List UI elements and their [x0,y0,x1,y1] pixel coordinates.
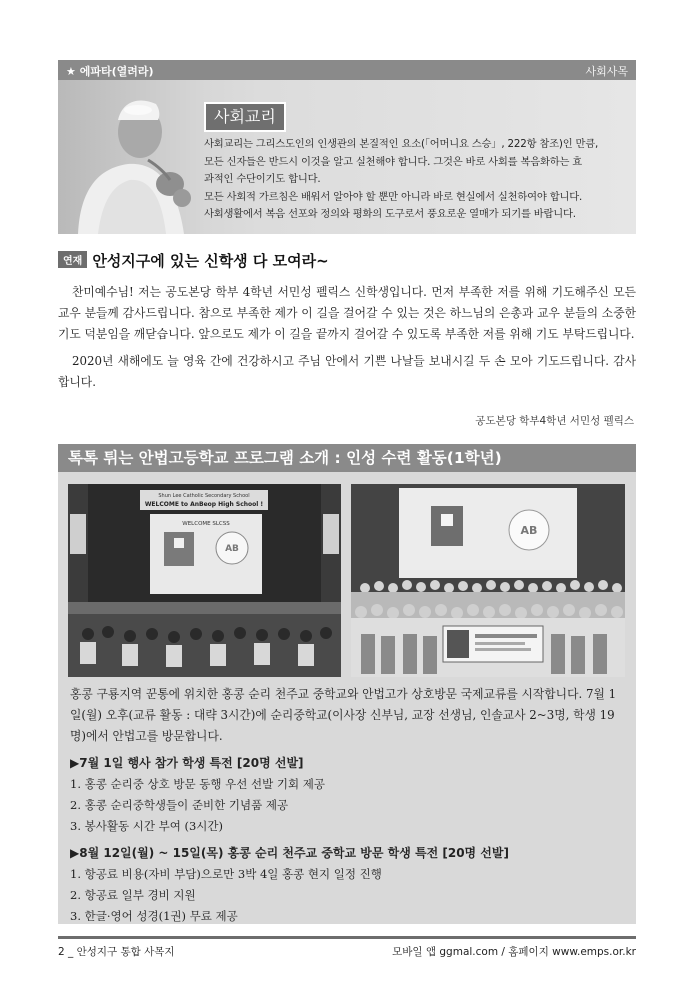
serial-paragraph: 2020년 새해에도 늘 영육 간에 건강하시고 주님 안에서 기쁜 나날들 보내시길 두 손 모아 기도드립니다. 감사합니다. [58,354,636,389]
serial-signature: 공도본당 학부4학년 서민성 펠릭스 [475,415,634,427]
list-item: 3. 봉사활동 시간 부여 (3시간) [70,819,223,833]
footer-rule [58,936,636,939]
teaching-title: 사회교리 [204,102,286,132]
group-photo [351,484,625,677]
auditorium-illustration [68,484,341,677]
serial-badge: 연재 [58,251,87,268]
banner-text: WELCOME to AnBeop High School ! [144,501,264,508]
program-text [70,684,626,927]
section-header-bar [58,60,636,80]
list-item: 2. 항공료 일부 경비 지원 [70,888,196,902]
teaching-line: 사회생활에서 복음 선포와 정의와 평화의 도구로서 풍요로운 열매가 되기를 바랍니다. [204,208,576,220]
list-item: 3. 한글·영어 성경(1권) 무료 제공 [70,909,238,923]
teaching-line: 모든 사회적 가르침은 배워서 알아야 할 뿐만 아니라 바로 현실에서 실천하여야 합니다. [204,190,583,203]
program-title-text: 톡톡 튀는 안법고등학교 프로그램 소개 : 인성 수련 활동(1학년) [68,449,502,467]
group1-heading: ▶7월 1일 행사 참가 학생 특전 [20명 선발] [70,756,304,770]
serial-title: 안성지구에 있는 신학생 다 모여라~ [92,252,329,270]
group-illustration [351,484,625,677]
section-name: ★ 에파타(열려라) [66,65,154,78]
list-item: 2. 홍콩 순리중학생들이 준비한 기념품 제공 [70,798,289,812]
program-section [58,444,636,924]
serial-heading [58,250,329,271]
ab-logo-text: AB [520,524,538,537]
auditorium-photo [68,484,341,677]
teaching-line: 과적인 수단이기도 합니다. [204,173,321,185]
list-item: 1. 항공료 비용(자비 부담)으로만 3박 4일 홍콩 현지 일정 진행 [70,867,382,881]
footer-contact: 모바일 앱 ggmal.com / 홈페이지 www.emps.or.kr [392,946,636,958]
program-intro: 홍콩 구룡지역 꾼통에 위치한 홍콩 순리 천주교 중학교와 안법고가 상호방문 국제교류를 시작합니다. 7월 1일(월) 오후(교류 활동 : 대략 3시간)에 순리중학교(이사장 신부님, 교장 선생님, 인솔교사 2~3명, 학생 19명)에서 안법고를 방문합니다. [70,687,617,743]
program-title [58,444,636,472]
praying-pope-photo [58,80,203,234]
footer-page-info: 2 _ 안성지구 통합 사목지 [58,946,175,958]
serial-paragraph: 찬미예수님! 저는 공도본당 학부 4학년 서민성 펠릭스 신학생입니다. 먼저 부족한 저를 위해 기도해주신 모든 교우 분들께 감사드립니다. 참으로 부족한 제가 이 길을 걸어갈 수 있는 것은 하느님의 은총과 교우 분들의 소중한 기도 덕분임을 깨닫습니다. 앞으로도 제가 이 길을 끝까지 걸어갈 수 있도록 부족한 저를 위해 기도 부탁드립니다. [58,285,636,341]
ab-logo-text: AB [225,544,239,554]
social-teaching-box [58,80,636,234]
screen-title-text: WELCOME SLCSS [182,521,230,527]
banner-top-text: Shun Lee Catholic Secondary School [158,493,250,499]
list-item: 1. 홍콩 순리중 상호 방문 동행 우선 선발 기회 제공 [70,777,325,791]
group2-heading: ▶8월 12일(월) ~ 15일(목) 홍콩 순리 천주교 중학교 방문 학생 특전 [20명 선발] [70,846,509,860]
section-category: 사회사목 [585,65,628,78]
teaching-body [204,136,634,224]
teaching-line: 모든 신자들은 반드시 이것을 알고 실천해야 합니다. 그것은 바로 사회를 복음화하는 효 [204,155,583,168]
teaching-line: 사회교리는 그리스도인의 인생관의 본질적인 요소(「어머니요 스승」, 222항 참조)인 만큼, [204,138,599,150]
serial-body [58,282,636,399]
